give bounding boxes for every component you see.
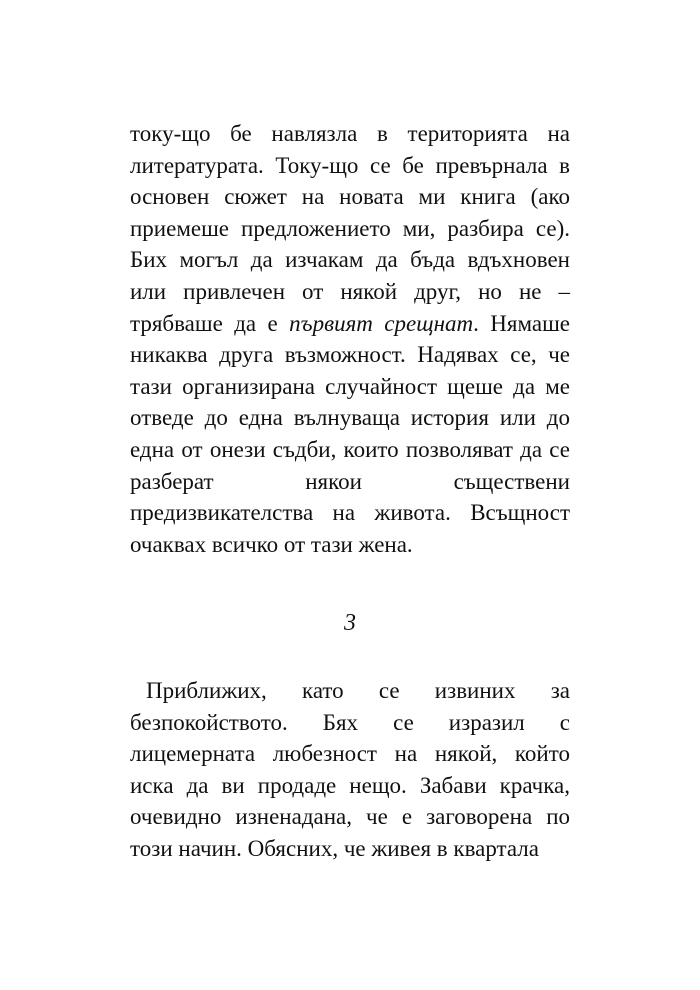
paragraph-chapter-start: Приближих, като се извиних за безпокойството. Бях се изразил с лицемерната любезност на някой, който иска да ви продаде нещо. Забави крачка, очевидно изненадана, че е заговорена по този начин. Обясних, че живея в квартала	[130, 677, 570, 861]
emphasized-phrase: първият срещнат	[289, 310, 474, 336]
paragraph-text-end: . Нямаше никаква друга възможност. Надявах се, че тази организирана случайност щеше да ме отведе до една вълнуваща история или до една от онези съдби, които позволяват да се разберат някои съществени предизвикателства на живота. Всъщност очаквах всичко от тази жена.	[130, 310, 571, 557]
paragraph-text: току-що бе навлязла в територията на литературата. Току-що се бе превърнала в основен сюжет на новата ми книга (ако приемеше предложението ми, разбира се). Бих могъл да изчакам да бъда вдъхновен или привлечен от някой друг, но не – трябваше да е	[130, 121, 570, 336]
chapter-number: 3	[344, 610, 356, 637]
book-page	[130, 118, 570, 864]
paragraph-continued	[130, 118, 570, 560]
